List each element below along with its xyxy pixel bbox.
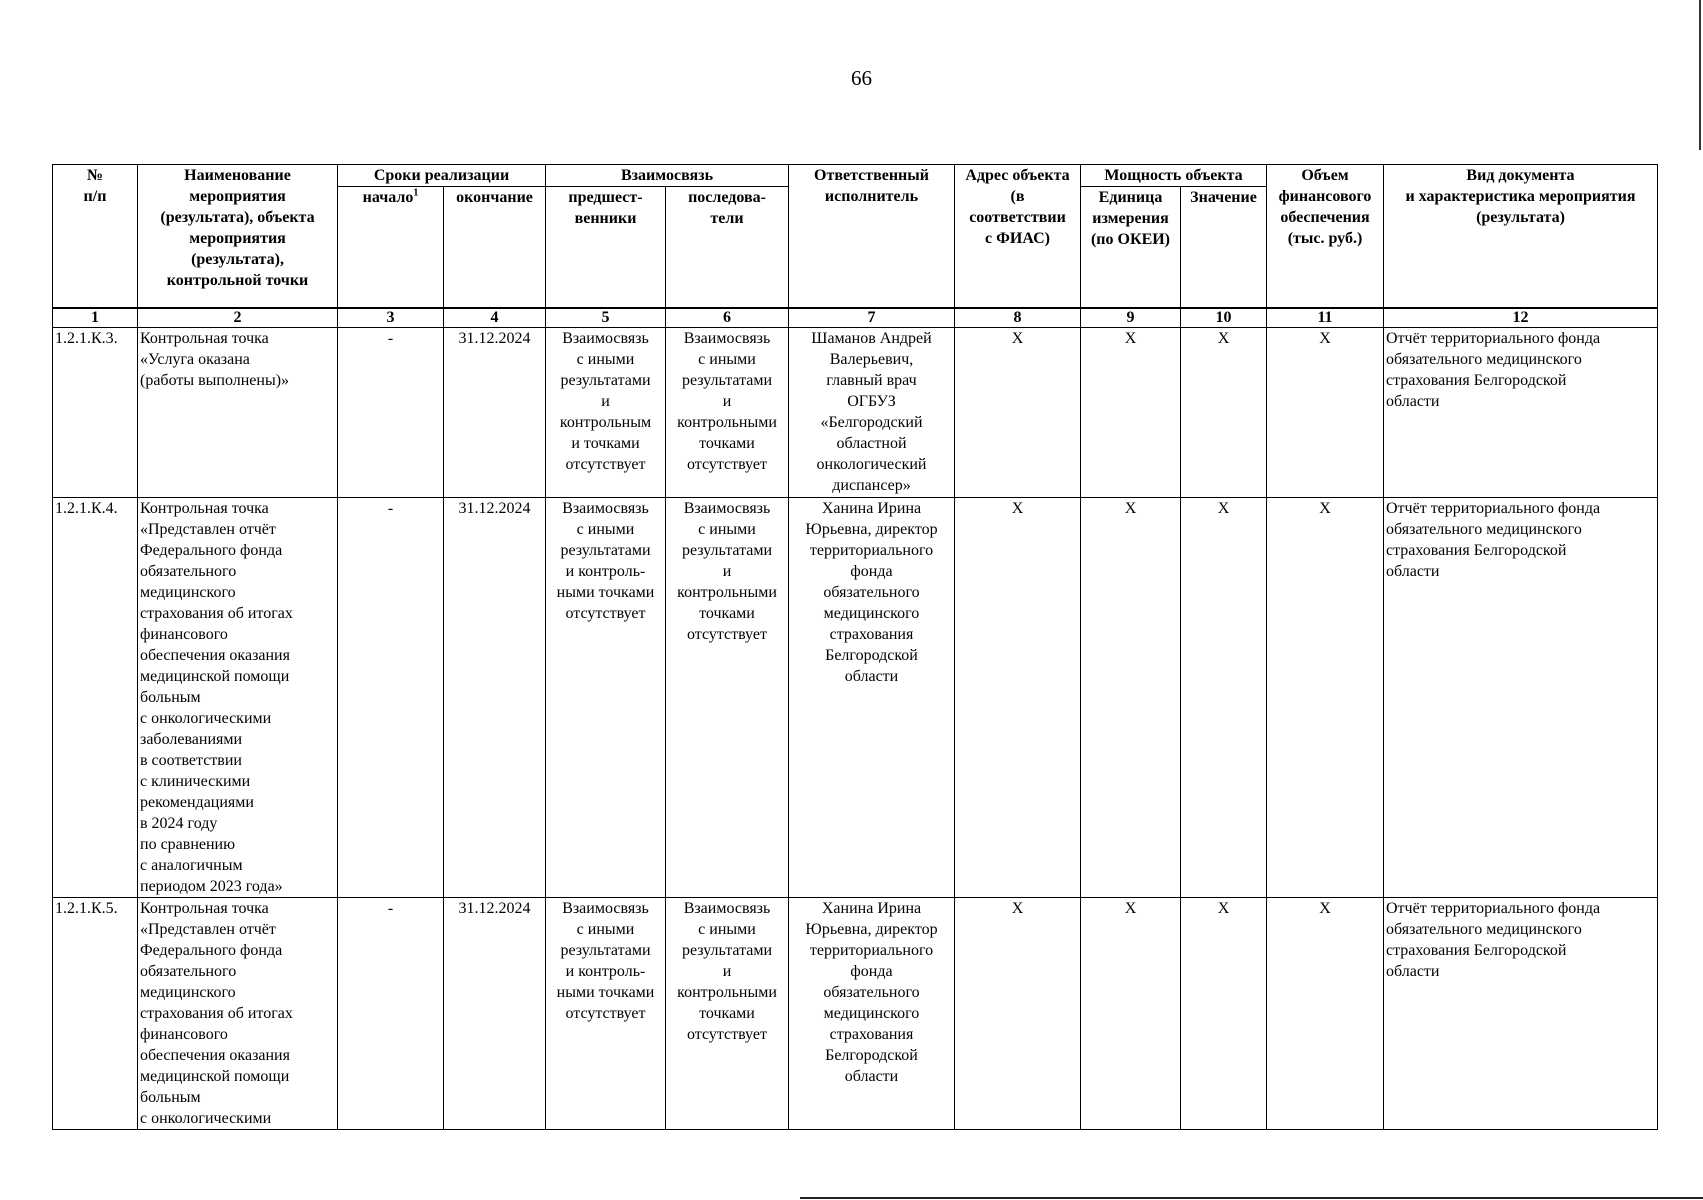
row-number: 1.2.1.К.4. bbox=[53, 498, 138, 898]
header-address: Адрес объекта (в соответствии с ФИАС) bbox=[955, 165, 1081, 309]
row-address: X bbox=[955, 328, 1081, 498]
row-number: 1.2.1.К.3. bbox=[53, 328, 138, 498]
row-unit: X bbox=[1081, 898, 1181, 1130]
row-document: Отчёт территориального фонда обязательного медицинского страхования Белгородской области bbox=[1384, 898, 1658, 1130]
row-unit: X bbox=[1081, 328, 1181, 498]
row-successors: Взаимосвязь с иными результатами и контрольными точками отсутствует bbox=[666, 898, 789, 1130]
row-value: X bbox=[1181, 498, 1267, 898]
header-end: окончание bbox=[444, 187, 546, 309]
row-start: - bbox=[338, 328, 444, 498]
column-number: 5 bbox=[546, 308, 666, 328]
row-finance: X bbox=[1267, 328, 1384, 498]
column-number: 8 bbox=[955, 308, 1081, 328]
row-unit: X bbox=[1081, 498, 1181, 898]
row-predecessors: Взаимосвязь с иными результатами и контроль- ными точками отсутствует bbox=[546, 898, 666, 1130]
column-number: 10 bbox=[1181, 308, 1267, 328]
column-number: 7 bbox=[789, 308, 955, 328]
column-number: 1 bbox=[53, 308, 138, 328]
row-value: X bbox=[1181, 898, 1267, 1130]
column-number: 3 bbox=[338, 308, 444, 328]
column-number: 12 bbox=[1384, 308, 1658, 328]
header-finance: Объем финансового обеспечения (тыс. руб.) bbox=[1267, 165, 1384, 309]
row-successors: Взаимосвязь с иными результатами и контрольными точками отсутствует bbox=[666, 498, 789, 898]
row-responsible: Ханина Ирина Юрьевна, директор территориального фонда обязательного медицинского страхования Белгородской области bbox=[789, 498, 955, 898]
row-predecessors: Взаимосвязь с иными результатами и контрольным и точками отсутствует bbox=[546, 328, 666, 498]
header-capacity-group: Мощность объекта bbox=[1081, 165, 1267, 187]
row-end: 31.12.2024 bbox=[444, 898, 546, 1130]
header-terms-group: Сроки реализации bbox=[338, 165, 546, 187]
header-start bbox=[338, 187, 444, 309]
table-row bbox=[53, 498, 1658, 898]
row-finance: X bbox=[1267, 498, 1384, 898]
row-document: Отчёт территориального фонда обязательного медицинского страхования Белгородской области bbox=[1384, 498, 1658, 898]
row-document: Отчёт территориального фонда обязательного медицинского страхования Белгородской области bbox=[1384, 328, 1658, 498]
row-start: - bbox=[338, 898, 444, 1130]
header-predecessors: предшест- венники bbox=[546, 187, 666, 309]
scan-edge-line bbox=[800, 1197, 1703, 1199]
header-document: Вид документа и характеристика мероприятия (результата) bbox=[1384, 165, 1658, 309]
row-predecessors: Взаимосвязь с иными результатами и контроль- ными точками отсутствует bbox=[546, 498, 666, 898]
row-address: X bbox=[955, 898, 1081, 1130]
header-unit: Единица измерения (по ОКЕИ) bbox=[1081, 187, 1181, 309]
table-row bbox=[53, 328, 1658, 498]
header-start-footnote: 1 bbox=[413, 187, 419, 199]
row-address: X bbox=[955, 498, 1081, 898]
page-number: 66 bbox=[851, 66, 872, 90]
table-row bbox=[53, 898, 1658, 1130]
row-name: Контрольная точка «Услуга оказана (работы выполнены)» bbox=[138, 328, 338, 498]
column-number: 9 bbox=[1081, 308, 1181, 328]
column-number: 2 bbox=[138, 308, 338, 328]
row-end: 31.12.2024 bbox=[444, 328, 546, 498]
plan-table bbox=[52, 164, 1658, 1130]
header-link-group: Взаимосвязь bbox=[546, 165, 789, 187]
header-responsible: Ответственный исполнитель bbox=[789, 165, 955, 309]
row-responsible: Шаманов Андрей Валерьевич, главный врач ОГБУЗ «Белгородский областной онкологический диспансер» bbox=[789, 328, 955, 498]
row-successors: Взаимосвязь с иными результатами и контрольными точками отсутствует bbox=[666, 328, 789, 498]
scan-right-edge bbox=[1699, 0, 1701, 150]
header-name: Наименование мероприятия (результата), объекта мероприятия (результата), контрольной точки bbox=[138, 165, 338, 309]
header-number: № п/п bbox=[53, 165, 138, 309]
row-name: Контрольная точка «Представлен отчёт Федерального фонда обязательного медицинского страхования об итогах финансового обеспечения оказания медицинской помощи больным с онкологическими заболеваниями в соответствии с клиническими рекомендациями в 2024 году по сравнению с аналогичным периодом 2023 года» bbox=[138, 498, 338, 898]
row-finance: X bbox=[1267, 898, 1384, 1130]
row-name: Контрольная точка «Представлен отчёт Федерального фонда обязательного медицинского страхования об итогах финансового обеспечения оказания медицинской помощи больным с онкологическими bbox=[138, 898, 338, 1130]
column-number: 6 bbox=[666, 308, 789, 328]
row-responsible: Ханина Ирина Юрьевна, директор территориального фонда обязательного медицинского страхования Белгородской области bbox=[789, 898, 955, 1130]
header-start-label: начало bbox=[362, 189, 414, 206]
row-start: - bbox=[338, 498, 444, 898]
column-number: 4 bbox=[444, 308, 546, 328]
header-successors: последова- тели bbox=[666, 187, 789, 309]
column-number: 11 bbox=[1267, 308, 1384, 328]
row-value: X bbox=[1181, 328, 1267, 498]
row-end: 31.12.2024 bbox=[444, 498, 546, 898]
header-value: Значение bbox=[1181, 187, 1267, 309]
row-number: 1.2.1.К.5. bbox=[53, 898, 138, 1130]
